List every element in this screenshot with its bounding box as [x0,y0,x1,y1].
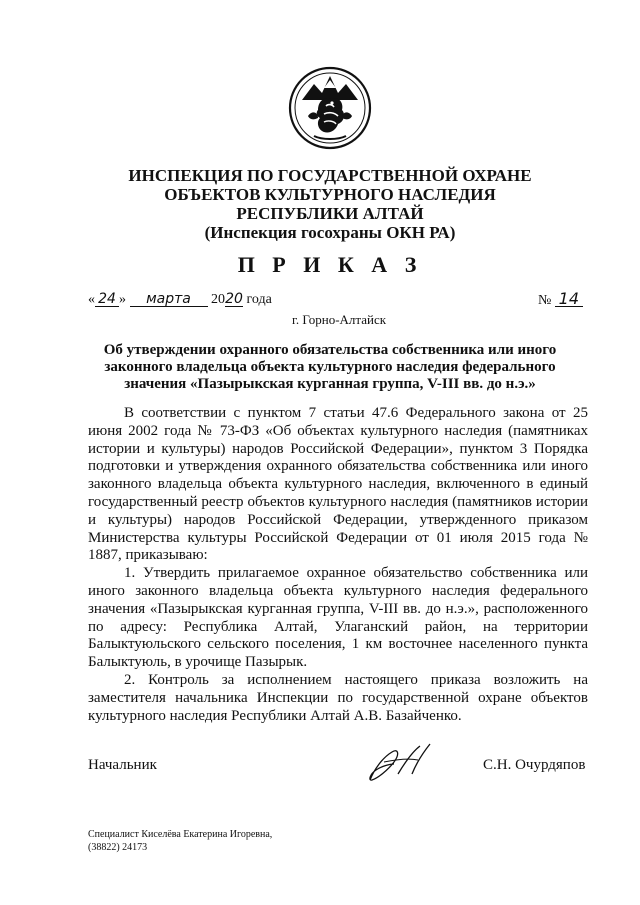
date-year-suffix: 20 [225,291,243,307]
specialist-contact [88,828,272,854]
body-paragraph-item-1: 1. Утвердить прилагаемое охранное обязательство собственника или иного законного владельца объекта культурного наследия федерального значения «Пазырыкская курганная группа, V-III вв. до н.э.», расположенного по адресу: Республика Алтай, Улаганский район, на территории Балыктуюльского сельского поселения, 1 км восточнее населенного пункта Балыктуюль, в урочище Пазырык. [88,565,588,671]
signatory-name: С.Н. Очурдяпов [483,757,586,773]
order-subject: Об утверждении охранного обязательства собственника или иного законного владельца объекта культурного наследия федерального значения «Пазырыкская курганная группа, V-III вв. до н.э.» [103,342,557,392]
number-value: 14 [555,292,583,307]
date-quote-close: » [119,292,126,307]
org-line-3: РЕСПУБЛИКИ АЛТАЙ [236,204,424,223]
order-date [88,292,272,308]
order-body [88,405,588,725]
organization-header [80,166,580,242]
order-title: П Р И К А З [237,252,423,277]
body-paragraph-item-2: 2. Контроль за исполнением настоящего приказа возложить на заместителя начальника Инспекции по государственной охране объектов культурного наследия Республики Алтай А.В. Базайченко. [88,671,588,724]
org-line-1: ИНСПЕКЦИЯ ПО ГОСУДАРСТВЕННОЙ ОХРАНЕ [128,166,532,185]
body-paragraph-preamble: В соответствии с пунктом 7 статьи 47.6 Федерального закона от 25 июня 2002 года № 73-ФЗ «Об объектах культурного наследия (памятниках истории и культуры) народов Российской Федерации», пунктом 3 Порядка подготовки и утверждения охранного обязательства собственника или иного законного владельца объекта культурного наследия, включенного в единый государственный реестр объектов культурного наследия (памятников истории и культуры) народов Российской Федерации, утвержденного приказом Министерства культуры Российской Федерации от 01 июля 2015 года № 1887, приказываю: [88,405,588,564]
date-quote-open: « [88,292,95,307]
date-year-prefix: 20 [211,292,225,307]
order-number [538,289,583,309]
specialist-phone: (38822) 24173 [88,842,148,853]
order-city: г. Горно-Алтайск [292,312,387,327]
org-line-2: ОБЪЕКТОВ КУЛЬТУРНОГО НАСЛЕДИЯ [164,185,496,204]
specialist-name: Специалист Киселёва Екатерина Игоревна, [88,829,273,840]
date-day: 24 [95,292,119,307]
signatory-position: Начальник [88,757,157,773]
date-year-word: года [246,292,272,307]
handwritten-signature-icon [364,740,434,786]
number-label: № [538,293,552,308]
altai-republic-emblem-icon [288,66,372,150]
org-abbreviation: (Инспекция госохраны ОКН РА) [204,223,456,242]
date-month: марта [130,292,208,307]
